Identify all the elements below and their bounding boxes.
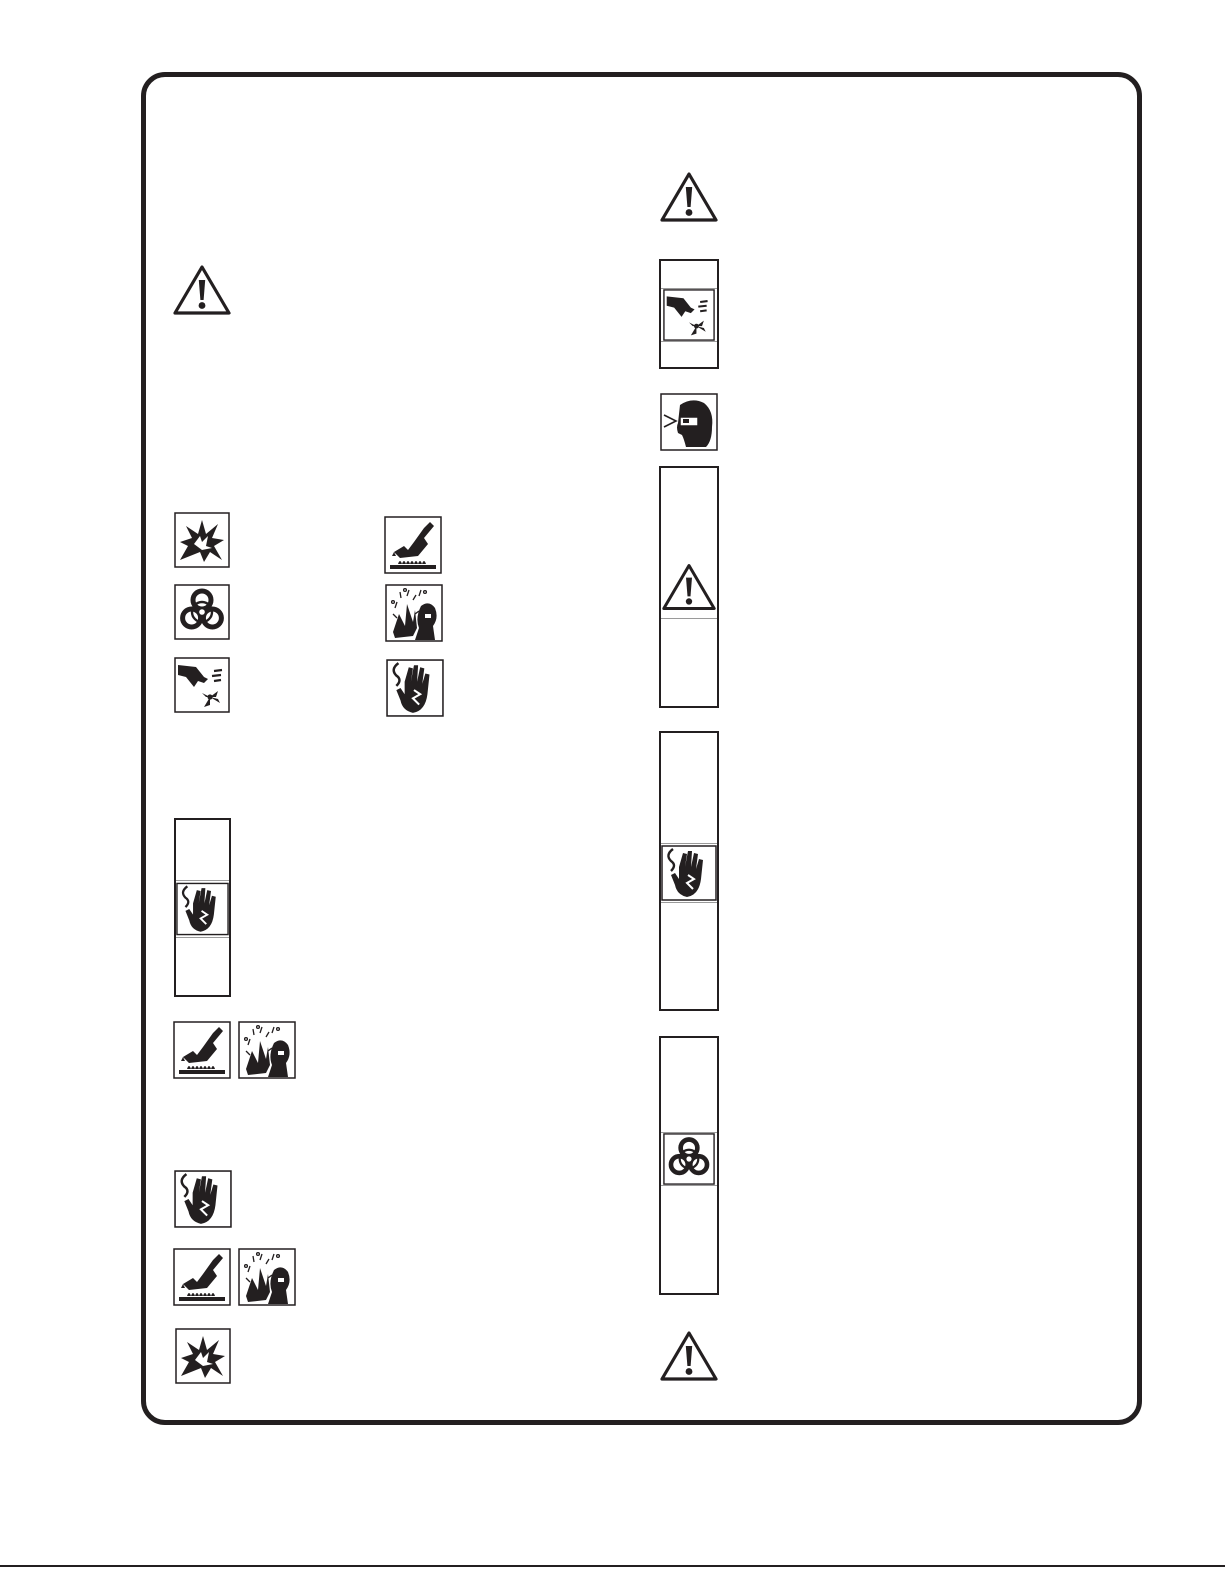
hot-surface-icon [384,516,442,574]
electrical-shock-boxed-icon [174,818,231,997]
pressurized-spray-icon [238,1021,296,1079]
explosion-icon [175,1328,231,1384]
eye-protection-icon [659,393,719,451]
moving-parts-boxed-icon [659,259,719,369]
electrical-shock-icon [386,659,444,717]
pressurized-spray-icon [385,584,443,642]
moving-parts-icon [174,657,230,713]
footer-rule [0,1565,1225,1567]
warning-triangle-boxed-icon [659,466,719,708]
warning-triangle-icon [659,1330,719,1382]
hot-surface-icon [173,1248,231,1306]
warning-triangle-icon [172,264,232,316]
electrical-shock-icon [174,1170,232,1228]
biohazard-icon [174,584,230,640]
warning-triangle-icon [659,171,719,223]
hot-surface-icon [173,1021,231,1079]
page-border [141,72,1142,1425]
explosion-icon [174,512,230,568]
electrical-shock-boxed-icon [659,731,719,1011]
pressurized-spray-icon [238,1248,296,1306]
biohazard-boxed-icon [659,1036,719,1295]
